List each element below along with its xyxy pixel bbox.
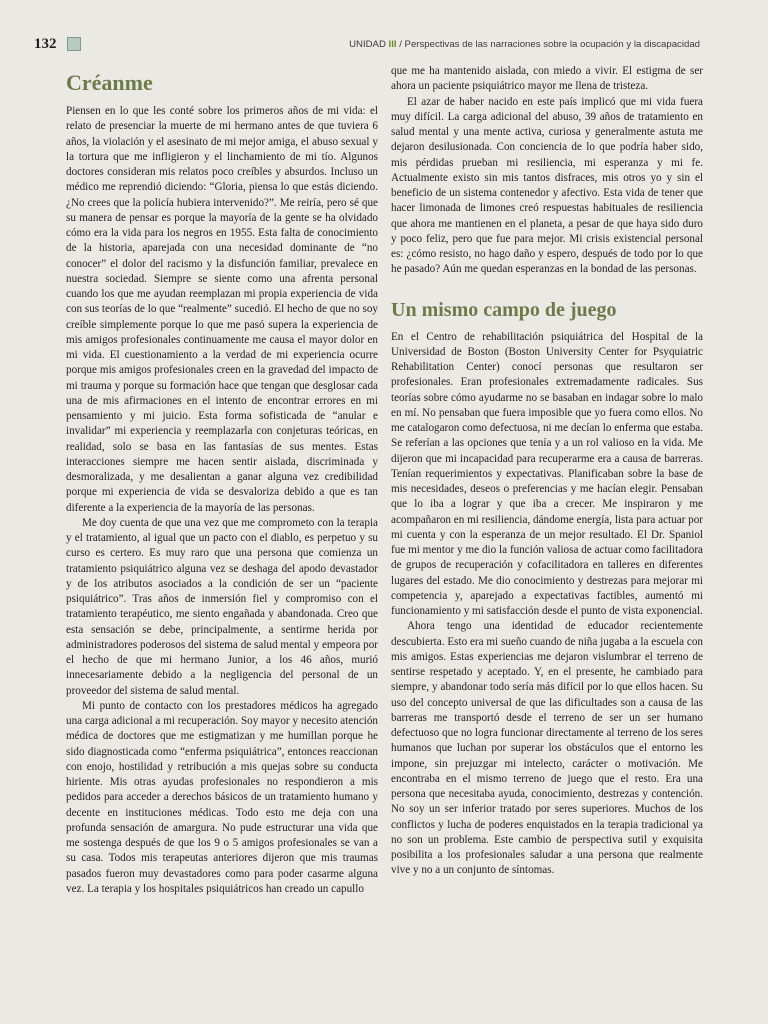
page-marker-square <box>67 37 81 51</box>
page-number: 132 <box>34 36 57 52</box>
section-title-creanme: Créanme <box>66 70 153 95</box>
paragraph: Ahora tengo una identidad de educador recientemente descubierta. Esto era mi sueño cuando de niña jugaba a la escuela con mis amigos. Estas experiencias me dejaron vislumbrar el terreno de sentirse respetado y aceptado. Y, en el presente, he cambiado para siempre, y abandonar todo sería más difícil por lo que ellos hacen. Su uso del concepto universal de que las dificultades son a causa de las barreras me transportó desde el terreno de ser un ser humano defectuoso que no logra funcionar directamente al terreno de los seres humanos que luchan por superar los obstáculos que el entorno les impone, sin prejuzgar mi intelecto, carácter o motivación. Me encontraba en el mismo terreno de juego que el resto. Era una persona que necesitaba ayuda, conocimiento, destrezas y contención. No soy un ser inferior tratado por seres superiores. Muchos de los conflictos y lucha de poderes enquistados en la terapia tradicional ya no son un problema. Este cambio de perspectiva sutil y exquisita posibilita a los profesionales saludar a una persona que realmente vive y no a un conjunto de síntomas. <box>391 620 703 877</box>
paragraph: Mi punto de contacto con los prestadores médicos ha agregado una carga adicional a mi recuperación. Soy mayor y necesito atención médica de doctores que me estigmatizan y me humillan porque he sido diagnosticada como “enferma psiquiátrica”, entonces reaccionan con enojo, hostilidad y retribución a mis quejas sobre su conducta hiriente. Mis otras ayudas profesionales no respondieron a mis pedidos para acceder a derechos básicos de un tratamiento humano y decente en instituciones médicas. Todo esto me deja con una profunda sensación de amargura. No pude estructurar una vida que me sostenga después de que los 9 o 5 amigos profesionales se van a su casa. Todos mis terapeutas anteriores dijeron que mis traumas pasados fueron muy devastadores como para poder casarme alguna vez. La terapia y los hospitales psiquiátricos han creado un capullo <box>66 699 378 895</box>
section-title-campo-de-juego: Un mismo campo de juego <box>391 298 617 321</box>
unit-number: III <box>388 39 397 50</box>
running-head <box>349 39 700 50</box>
left-column <box>66 64 378 897</box>
paragraph: que me ha mantenido aislada, con miedo a vivir. El estigma de ser ahora un paciente psiquiátrico mayor me llena de tristeza. <box>391 65 703 93</box>
right-column <box>391 64 703 879</box>
paragraph: Me doy cuenta de que una vez que me comprometo con la terapia y el tratamiento, al igual que un pacto con el diablo, es perpetuo y su curso es certero. Es muy raro que una persona que comienza un tratamiento psiquiátrico alguna vez se deshaga del apodo devastador y de los atributos asociados a la condición de ser un “paciente psiquiátrico”. Tras años de inmersión fiel y compromiso con el tratamiento terapéutico, me siento engañada y abandonada. Creo que esta sensación se debe, principalmente, a sentirme herida por administradores poderosos del sistema de salud mental y empeora por el hecho de que mi hermano Junior, a los 46 años, murió innecesariamente debido a la negligencia del personal de un proveedor del sistema de salud mental. <box>66 516 378 697</box>
running-title: / Perspectivas de las narraciones sobre la ocupación y la discapacidad <box>396 39 700 50</box>
paragraph: Piensen en lo que les conté sobre los primeros años de mi vida: el relato de presenciar la muerte de mi hermano antes de que tuviera 6 años, la violación y el asesinato de mi mejor amiga, el abuso sexual y la tortura que me infligieron y el linchamiento de mi tío. Algunos doctores consideran mis relatos poco creíbles y absurdos. Incluso un médico me reprendió diciendo: “Gloria, piensa lo que estás diciendo. ¿No crees que la policía hubiera intervenido?”. Me reiría, pero sé que su manera de pensar es porque la mayoría de la gente se ha olvidado cómo era la vida para los negros en 1955. Esta falta de conocimiento de la historia, aparejada con una necesidad dominante de “no conocer” el dolor del racismo y la disfunción familiar, prevalece en nuestra sociedad. Siempre se siente como una afrenta personal cuando los que me ayudan reemplazan mi propia experiencia de vida con sus teorías de lo que “realmente” sucedió. El hecho de que no soy creíble simplemente porque lo que me pasó supera la experiencia de mis amigos profesionales continuamente me causa el mayor dolor en mi vida. El cuestionamiento a la verdad de mi experiencia ocurre porque mis amigos profesionales creen en la gravedad del impacto de mi trauma y porque su formación hace que tengan que desglosar cada una de mis afirmaciones en el intento de encontrar errores en mi pensamiento y mi juicio. Esta forma sofisticada de “anular e invalidar” mi experiencia y reemplazarla con conjeturas teóricas, en realidad, solo se basa en las fantasías de sus mentes. Estas interacciones siempre me hacen sentir aislada, discriminada y desmoralizada, y me desalientan a ganar alguna vez credibilidad porque mi experiencia de vida se desvaloriza debido a que es tan diferente a la experiencia de la mayoría de las personas. <box>66 105 378 514</box>
paragraph: En el Centro de rehabilitación psiquiátrica del Hospital de la Universidad de Boston (Boston University Center for Psyquiatric Rehabilitation Center) conocí personas que resultaron ser profesionales. Eran profesionales extremadamente radicales. Sus teorías sobre cómo ayudarme no se basaban en indagar sobre lo malo en mí. No pensaban que fuera imposible que yo fuera como ellos. No me catalogaron como defectuosa, ni me decían lo enferma que estaba. Se referían a las opciones que tenía y a un rol valioso en la vida. Me dijeron que mi incapacidad para recuperarme era a causa de barreras. Tenían requerimientos y expectativas. Planificaban sobre la base de mis necesidades, deseos o preferencias y me hacían elegir. Pensaban que lo iba a lograr y que iba a crecer. Me inspiraron y me acompañaron en mi resiliencia, dándome energía, lista para actuar por mi cuenta y con la esperanza de un mejor resultado. El Dr. Spaniol fue mi mentor y me dio la función valiosa de actuar como facilitadora de grupos de recuperación y cofacilitadora en talleres en diferentes lugares del estado. Me dio conocimiento y destrezas para mejorar mi competencia y, aparejado a expectativas factibles, aumentó mi funcionamiento y mi satisfacción desde el punto de vista exponencial. <box>391 330 703 617</box>
page-header <box>34 36 700 56</box>
unit-label: UNIDAD <box>349 39 389 50</box>
paragraph: El azar de haber nacido en este país implicó que mi vida fuera muy difícil. La carga adicional del abuso, 39 años de tratamiento en salud mental y una mente activa, curiosa y generalmente astuta me dejaron desilusionada. Con conciencia de lo que podría haber sido, mis pérdidas prueban mi resiliencia, mi esperanza y mi fe. Actualmente existo sin mis tantos disfraces, mis otros yo y sin el beneficio de un sistema contenedor y afectivo. Esta vida de tener que hacer limonada de limones creó respuestas habituales de resiliencia que ahora me mantienen en el planeta, a pesar de que haya sido duro y poco feliz, pero que fue para mejor. Mi crisis existencial personal es: ¿cómo resisto, no hago daño y espero, después de todo por lo que he pasado? Aún me quedan esperanzas en la bondad de las personas. <box>391 95 703 276</box>
